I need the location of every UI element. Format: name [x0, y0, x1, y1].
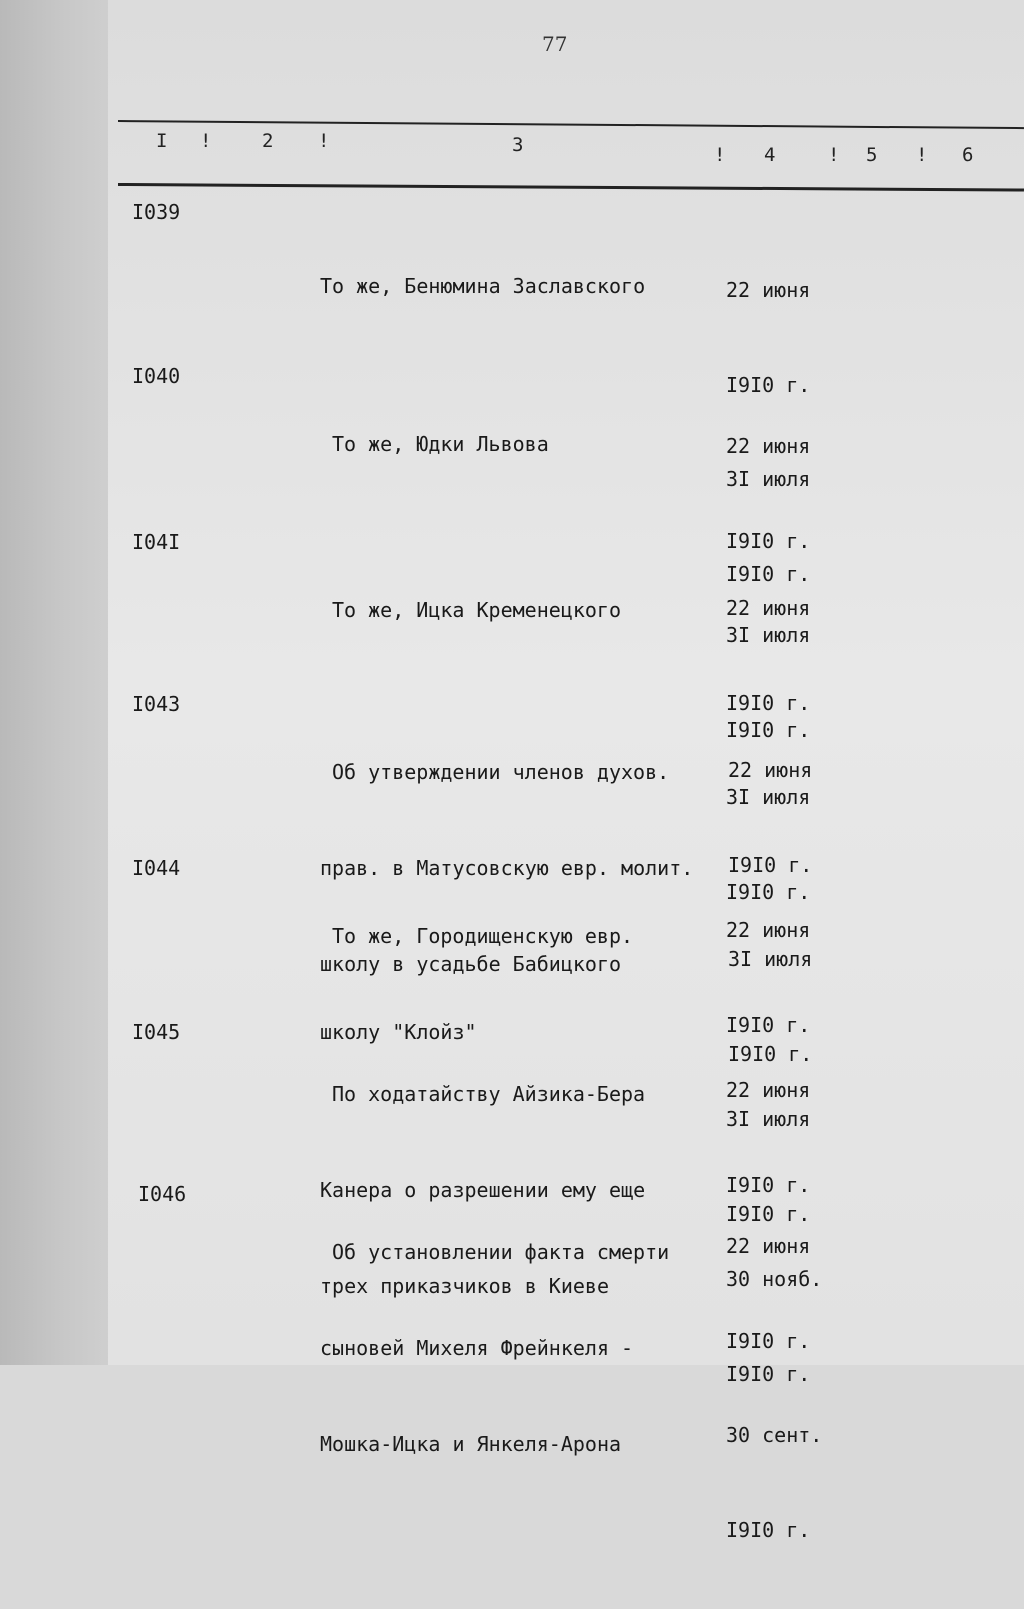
date-line: 22 июня	[726, 1078, 811, 1102]
description-line: То же, Юдки Львова	[332, 432, 549, 456]
date-line: I9I0 г.	[726, 1201, 811, 1226]
date-line: I9I0 г.	[728, 1041, 813, 1066]
description-line: Об утверждении членов духов.	[332, 760, 670, 784]
date-line: 3I июля	[726, 467, 811, 491]
date-line: 3I июля	[726, 623, 811, 647]
description-line: Мошка-Ицка и Янкеля-Арона	[320, 1432, 622, 1456]
date-line: 3I июля	[726, 1107, 811, 1131]
header-col-2: 2	[262, 130, 274, 152]
record-number: I046	[138, 1182, 187, 1206]
record-description	[320, 206, 720, 366]
date-line: 30 сент.	[726, 1423, 823, 1447]
date-line: I9I0 г.	[726, 1361, 811, 1386]
description-line: прав. в Матусовскую евр. молит.	[320, 856, 694, 880]
date-line: I9I0 г.	[728, 852, 813, 877]
header-separator: !	[318, 130, 330, 152]
description-line: То же, Ицка Кременецкого	[332, 598, 621, 622]
record-number: I04I	[132, 530, 181, 554]
date-line: 30 нояб.	[726, 1267, 823, 1291]
record-description	[320, 1172, 732, 1524]
date-line: 22 июня	[726, 918, 811, 942]
header-separator: !	[714, 144, 726, 166]
date-line: I9I0 г.	[726, 372, 811, 397]
header-col-5: 5	[866, 144, 878, 166]
description-line: Об установлении факта смерти	[332, 1240, 670, 1264]
date-line: 22 июня	[726, 434, 811, 458]
header-col-4: 4	[764, 144, 776, 166]
page-number: 77	[542, 32, 568, 56]
record-number: I043	[132, 692, 181, 716]
record-number: I044	[132, 856, 181, 880]
date-line: 3I июля	[726, 785, 811, 809]
description-line: Канера о разрешении ему еще	[320, 1178, 646, 1202]
date-line: I9I0 г.	[726, 528, 811, 553]
description-line: По ходатайству Айзика-Бера	[332, 1082, 646, 1106]
date-line: I9I0 г.	[726, 1012, 811, 1037]
header-col-3: 3	[512, 134, 524, 156]
date-line: I9I0 г.	[726, 879, 811, 904]
description-line: школу "Клойз"	[320, 1020, 477, 1044]
date-line: I9I0 г.	[726, 1328, 811, 1353]
date-line: I9I0 г.	[726, 1172, 811, 1197]
header-col-6: 6	[962, 144, 974, 166]
date-line: 3I июля	[728, 947, 813, 971]
description-line: То же, Бенюмина Заславского	[320, 274, 646, 298]
date-line: I9I0 г.	[726, 690, 811, 715]
date-line: I9I0 г.	[726, 717, 811, 742]
header-separator: !	[828, 144, 840, 166]
page-gutter-shadow	[0, 0, 110, 1365]
date-line: 22 июня	[726, 278, 811, 302]
record-description	[332, 530, 732, 690]
description-line: трех приказчиков в Киеве	[320, 1274, 609, 1298]
record-number: I039	[132, 200, 181, 224]
description-line: сыновей Михеля Фрейнкеля -	[320, 1336, 634, 1360]
header-separator: !	[916, 144, 928, 166]
record-number: I040	[132, 364, 181, 388]
date-line: I9I0 г.	[726, 561, 811, 586]
record-dates	[726, 1168, 846, 1609]
header-separator: !	[200, 130, 212, 152]
description-line: То же, Городищенскую евр.	[332, 924, 634, 948]
record-description	[332, 364, 732, 524]
date-line: 22 июня	[728, 758, 813, 782]
description-line: школу в усадьбе Бабицкого	[320, 952, 622, 976]
record-number: I045	[132, 1020, 181, 1044]
date-line: I9I0 г.	[726, 1517, 811, 1542]
date-line: 22 июня	[726, 596, 811, 620]
header-col-1: I	[156, 130, 168, 152]
date-line: 22 июня	[726, 1234, 811, 1258]
